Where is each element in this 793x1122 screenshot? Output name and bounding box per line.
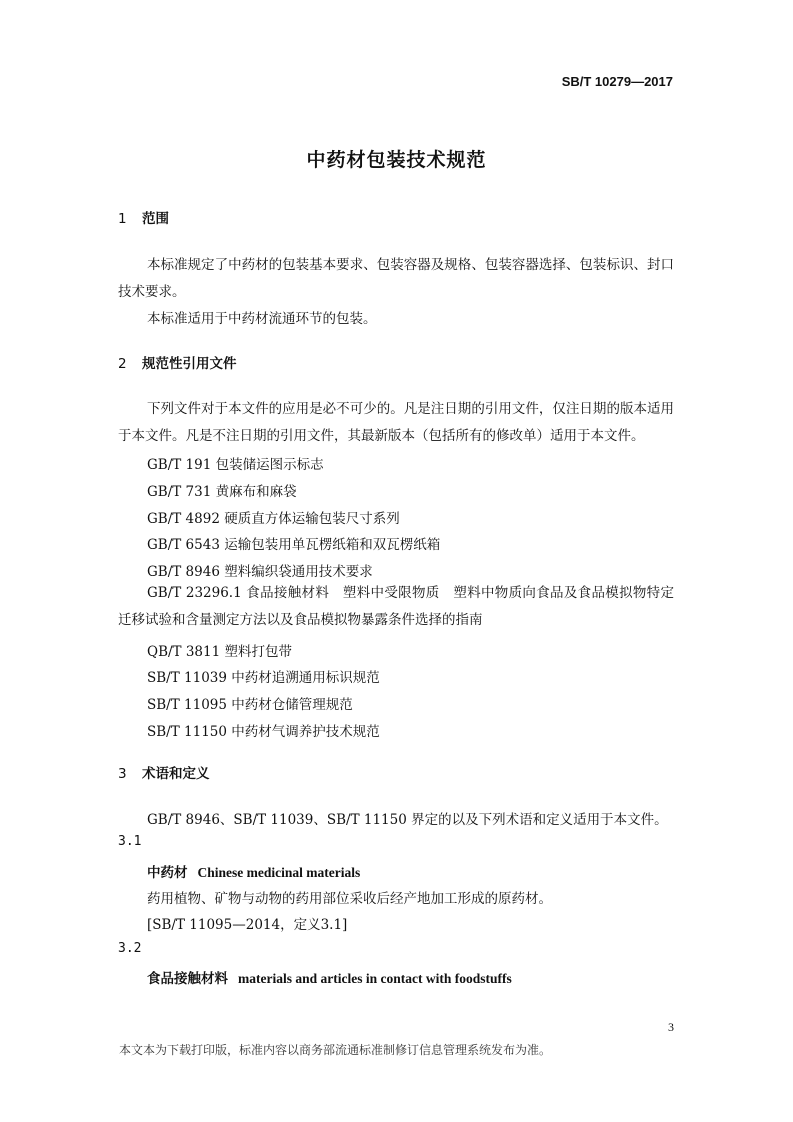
reference-item: GB/T 731 黄麻布和麻袋 [147, 484, 297, 500]
reference-item: SB/T 11039 中药材追溯通用标识规范 [147, 670, 380, 686]
section-number: 3 [118, 766, 127, 782]
section-heading-terms-definitions [118, 762, 210, 782]
scope-paragraph-1: 本标准规定了中药材的包装基本要求、包装容器及规格、包装容器选择、包装标识、封口技术要求。 [118, 257, 674, 300]
term-entry [147, 967, 512, 987]
term-definition: 药用植物、矿物与动物的药用部位采收后经产地加工形成的原药材。 [147, 891, 552, 907]
term-source: [SB/T 11095—2014，定义3.1] [147, 917, 348, 933]
document-title: 中药材包装技术规范 [306, 149, 487, 171]
term-chinese: 食品接触材料 [147, 971, 228, 987]
scope-paragraph-2: 本标准适用于中药材流通环节的包装。 [147, 311, 377, 327]
standard-code: SB/T 10279—2017 [561, 74, 673, 89]
download-notice: 本文本为下载打印版，标准内容以商务部流通标准制修订信息管理系统发布为准。 [119, 1043, 552, 1057]
reference-item: GB/T 8946 塑料编织袋通用技术要求 [147, 564, 373, 580]
reference-item: GB/T 23296.1 食品接触材料 塑料中受限物质 塑料中物质向食品及食品模拟物特定迁移试验和含量测定方法以及食品模拟物暴露条件选择的指南 [118, 585, 674, 628]
reference-item: GB/T 4892 硬质直方体运输包装尺寸系列 [147, 511, 400, 527]
clause-number: 3.2 [118, 941, 142, 956]
term-entry [147, 861, 360, 881]
term-chinese: 中药材 [147, 865, 188, 881]
reference-item: GB/T 191 包装储运图示标志 [147, 457, 324, 473]
section-title: 术语和定义 [142, 766, 210, 782]
clause-number: 3.1 [118, 834, 142, 849]
reference-item: SB/T 11150 中药材气调养护技术规范 [147, 724, 380, 740]
term-english: materials and articles in contact with foodstuffs [238, 971, 512, 986]
section-heading-normative-references [118, 352, 237, 372]
normative-references-intro: 下列文件对于本文件的应用是必不可少的。凡是注日期的引用文件，仅注日期的版本适用于本文件。凡是不注日期的引用文件，其最新版本（包括所有的修改单）适用于本文件。 [118, 401, 674, 444]
term-english: Chinese medicinal materials [197, 865, 361, 880]
reference-item: QB/T 3811 塑料打包带 [147, 644, 292, 660]
section-number: 1 [118, 211, 127, 227]
page-number: 3 [668, 1020, 674, 1034]
reference-item: GB/T 6543 运输包装用单瓦楞纸箱和双瓦楞纸箱 [147, 537, 441, 553]
reference-item: SB/T 11095 中药材仓储管理规范 [147, 697, 353, 713]
section-heading-scope [118, 207, 169, 227]
section-title: 范围 [142, 211, 169, 227]
section-number: 2 [118, 356, 127, 372]
terms-intro: GB/T 8946、SB/T 11039、SB/T 11150 界定的以及下列术语和定义适用于本文件。 [147, 812, 668, 828]
section-title: 规范性引用文件 [142, 356, 237, 372]
